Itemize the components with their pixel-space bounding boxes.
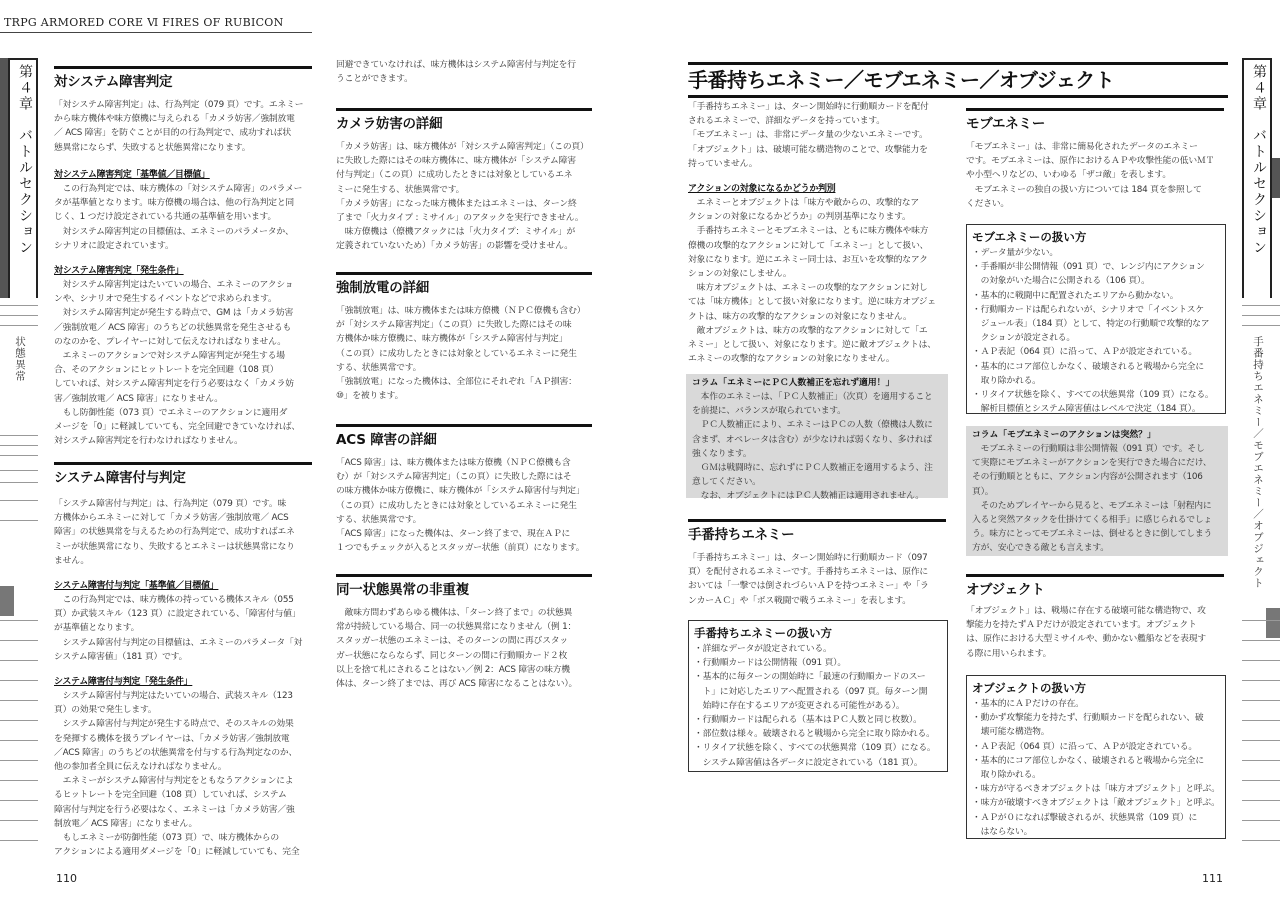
text-line: 「モブエネミー」は、非常にデータ量の少ないエネミーです。 [688,130,928,141]
text-line: 対システム障害判定の目標値は、エネミーのパラメータか、 [54,226,294,237]
sub-tab-marker [0,586,14,616]
text-line: 手番持ちエネミーとモブエネミーは、ともに味方機体や味方 [688,226,929,237]
text-line: メージを「0」に軽減していても、完全回避できていなければ、 [54,421,300,432]
text-line: 解析目標値とシステム障害値はレベルで決定（184 頁）。 [972,404,1201,415]
text-line: 持っていません。 [688,158,758,169]
text-line: ・基本的に戦闘中に配置されたエリアから動かない。 [972,290,1179,301]
chapter-label: 第４章 バトルセクション [17,64,33,256]
text-line: ・ＡＰ表記（064 頁）に沿って、ＡＰが設定されている。 [972,347,1197,358]
text-line: 本作のエネミーは、「ＰＣ人数補正」（次頁）を適用すること [692,392,933,402]
text-line: ・リタイア状態を除く、すべての状態異常（109 頁）になる。 [972,389,1214,400]
text-line: シナリオに設定されています。 [54,240,174,251]
text-line: 意してください。 [692,477,761,488]
text-line: 「カメラ妨害」になった味方機体またはエネミーは、ターン終 [336,198,577,209]
text-line: 了まで「火力タイプ : ミサイル」のアタックを実行できません。 [336,212,584,223]
text-line: 頁）か武装スキル（123 頁）に設定されている、「障害付与値」 [54,609,301,620]
text-line: ください。 [966,198,1009,209]
side-tab-marker-right [1272,158,1280,198]
heading-taisys: 対システム障害判定 [54,66,312,92]
column-text [972,442,1228,556]
column-text [692,390,948,504]
text-line: 対象になります。逆にエネミー同士は、お互いを攻撃的なアク [688,254,928,265]
text-line: を前提に、バランスが取られています。 [692,406,846,417]
text-line: この行為判定では、味方機体の「対システム障害」のパラメー [54,184,303,194]
text-line: ト」に対応したエリアへ配置される（097 頁。毎ターン開 [694,686,928,697]
text-line: 「ACS 障害」になった機体は、ターン終了まで、現在ＡＰに [336,528,571,539]
text-line: 撃能力を持たずＡＰだけが設定されています。オブジェクト [966,620,1197,631]
text-line: クションの対象になるかどうか」の判別基準になります。 [688,212,911,223]
text-line: ・データ量が少ない。 [972,248,1058,258]
box-obj [966,675,1226,839]
para [54,689,314,859]
text-line: 僚機の攻撃的なアクションに対して「エネミー」として扱い、 [688,240,929,251]
text-line: 含まず、オペレータは含む）が少なければ弱くなり、多ければ [692,434,933,445]
text-line: 「ACS 障害」は、味方機体または味方僚機（ＮＰＣ僚機も含 [336,458,571,468]
para [966,604,1228,661]
text-line: 以上を捨て札にされることはない／例 2：ACS 障害の味方機 [336,664,570,675]
text-line: エネミーがシステム障害付与判定をともなうアクションによ [54,776,294,787]
left-side-tab [0,52,38,882]
para [688,196,950,366]
para [54,278,314,448]
text-line: ンカーＡＣ」や「ボス戦闘で戦うエネミー」を表します。 [688,595,911,606]
box-text [972,697,1225,839]
text-line: に失敗した際にはその味方機体に、味方機体が「システム障害 [336,156,576,167]
text-line: うことができます。 [336,74,413,85]
heading-teban: 手番持ちエネミー [688,519,946,545]
text-line: です。モブエネミーは、原作におけるＡＰや攻撃性能の低いＭＴ [966,156,1215,167]
text-line: モブエネミーの行動順は非公開情報（091 頁）です。そし [972,444,1205,454]
para [54,98,314,155]
text-line: エネミーの攻撃的なアクションの対象になりません。 [688,354,895,365]
text-line: ガー状態にならならず、同じターンの間に行動順カード２枚 [336,650,568,661]
text-line: もしエネミーが防御性能（073 頁）で、味方機体からの [54,832,279,843]
para [688,551,950,608]
text-line: ／強制放電／ ACS 障害」のうちどの状態異常を発生させるも [54,322,292,333]
text-line: 「オブジェクト」は、戦場に存在する破壊可能な構造物で、攻 [966,606,1206,616]
text-line: 取り除かれる。 [972,769,1041,780]
heading-acs: ACS 障害の詳細 [336,424,592,450]
text-line: 「オブジェクト」は、破壊可能な構造物のことで、攻撃能力を [688,144,928,155]
text-line: ・部位数は様々。破壊されると戦場から完全に取り除かれる。 [694,729,935,740]
para [336,606,596,691]
text-line: ・リタイア状態を除く、すべての状態異常（109 頁）になる。 [694,743,936,754]
heading-mob: モブエネミー [966,108,1224,134]
text-line: システム障害値は各データに設定されている（181 頁）。 [694,757,923,768]
column-box-mob [966,426,1228,556]
text-line: 頁）を配付されるエネミーです。手番持ちエネミーは、原作に [688,567,929,578]
text-line: む）が「対システム障害判定」（この頁）に失敗した際にはそ [336,472,572,483]
text-line: ネミー」として扱い、対象になります。逆に敵オブジェクトは、 [688,339,936,350]
text-line: から味方機体や味方僚機に与えられる「カメラ妨害／強制放電 [54,114,295,125]
text-line: １つでもチェックが入るとスタッガー状態（前頁）になります。 [336,543,585,554]
chapter-label-right: 第４章 バトルセクション [1251,64,1267,256]
text-line: そのためプレイヤーから見ると、モブエネミーは「射程内に [972,500,1212,511]
text-line: ・基本的にコア部位しかなく、破壊されると戦場から完全に [972,755,1204,766]
text-line: 敵味方問わずあらゆる機体は、「ターン終了まで」の状態異 [336,608,573,618]
text-line: はならない。 [972,826,1033,837]
text-line: 対システム障害判定を行わなければなりません。 [54,436,243,447]
right-side-tab [1242,52,1280,882]
text-line: 害／強制放電／ ACS 障害」になりません。 [54,393,223,404]
box-title: 手番持ちエネミーの扱い方 [694,626,832,640]
text-line: ミーが状態異常になり、失敗するとエネミーは状態異常になり [54,541,295,552]
text-line: する、状態異常です。 [336,514,422,525]
text-line: されるエネミーで、詳細なデータを持っています。 [688,116,885,127]
box-title: オブジェクトの扱い方 [972,681,1086,695]
heading-kyosei: 強制放電の詳細 [336,272,592,298]
text-line: ンや、シナリオで発生するイベントなどで求められます。 [54,294,277,305]
text-line: アクションによる適用ダメージを「0」に軽減していても、完全 [54,847,300,858]
para [688,100,950,171]
subheading: アクションの対象になるかどうか判別 [688,184,836,194]
side-tab-marker [0,58,8,298]
text-line: ／ACS 障害」のうちどの状態異常を付与する行為判定なのか、 [54,747,298,758]
text-line: 味方オブジェクトは、エネミーの攻撃的なアクションに対し [688,283,928,294]
text-line: 「手番持ちエネミー」は、ターン開始時に行動順カード（097 [688,553,928,563]
text-line: 取り除かれる。 [972,375,1041,386]
subheading: 対システム障害判定「基準値／目標値」 [54,170,210,180]
text-line: ジュール表」（184 頁）として、特定の行動順で攻撃的なア [972,318,1210,329]
text-line: ・行動順カードは配られないが、シナリオで「イベントスケ [972,304,1204,315]
text-line: システム障害付与判定が発生する時点で、そのスキルの効果 [54,719,294,730]
subheading: 対システム障害判定「発生条件」 [54,266,184,276]
text-line: 始時に存在するエリアが変更される可能性がある）。 [694,700,905,711]
text-line: る際に用いられます。 [966,648,1052,659]
text-line: 「強制放電」は、味方機体または味方僚機（ＮＰＣ僚機も含む） [336,306,586,316]
text-line: の味方機体か味方僚機に、味方機体が「システム障害付与判定」 [336,486,585,497]
section-label-left: 状態異常 [14,336,26,382]
para [336,456,596,555]
text-line: 態異常にならず、失敗すると状態異常になります。 [54,142,251,153]
text-line: する、状態異常です。 [336,362,422,373]
text-line: （この頁）に成功したときには対象としているエネミーに発生 [336,348,577,359]
text-line: ・行動順カードは公開情報（091 頁）。 [694,658,846,669]
text-line: の対象がいた場合に公開される（106 頁）。 [972,276,1150,287]
text-line: 制放電／ ACS 障害」になりません。 [54,818,198,829]
text-line: ては「味方機体」として扱い対象になります。逆に味方オブジェ [688,297,936,308]
text-line: クトは、味方の攻撃的なアクションの対象になりません。 [688,311,912,322]
text-line: ・行動順カードは配られる（基本はＰＣ人数と同じ枚数）。 [694,714,922,725]
text-line: が基準値となります。 [54,623,140,634]
para [336,58,596,86]
text-line: 強くなります。 [692,448,752,459]
text-line: 合、そのアクションにヒットレートを完全回避（108 頁） [54,365,279,376]
text-line: ・基本的にコア部位しかなく、破壊されると戦場から完全に [972,361,1204,372]
text-line: エネミーとオブジェクトは「味方や敵からの、攻撃的なア [688,198,919,208]
text-line: ・基本的にＡＰだけの存在。 [972,699,1084,709]
text-line: していれば、対システム障害判定を行う必要はなく「カメラ妨 [54,379,294,390]
text-line: 頁）。 [972,486,994,497]
box-teban [688,620,948,772]
text-line: 対システム障害判定が発生する時点で、GM は「カメラ妨害 [54,308,294,319]
text-line: システム障害付与判定の目標値は、エネミーのパラメータ「対 [54,637,303,648]
para [54,593,314,664]
text-line: 「手番持ちエネミー」は、ターン開始時に行動順カードを配付 [688,102,929,112]
text-line: スタッガー状態のエネミーは、そのターンの間に再びスタッ [336,636,568,647]
text-line: ・味方が守るべきオブジェクトは「味方オブジェクト」と呼ぶ。 [972,784,1220,795]
text-line: て実際にモブエネミーがアクションを実行できた場合にだけ、 [972,458,1212,469]
text-line: 味方僚機は（僚機アタックには「火力タイプ：ミサイル」が [336,227,576,238]
para [54,497,314,568]
text-line: システム障害付与判定はたいていの場合、武装スキル（123 [54,691,293,701]
page-number-left: 110 [56,872,77,885]
text-line: システム障害値」（181 頁）です。 [54,651,188,662]
text-line: 方機体からエネミーに対して「カメラ妨害／強制放電／ ACS [54,513,289,524]
text-line: もし防御性能（073 頁）でエネミーのアクションに適用ダ [54,407,288,418]
text-line: ミーに発生する、状態異常です。 [336,184,465,195]
text-line: ・ＡＰが０になれば撃破されるが、状態異常（109 頁）に [972,812,1198,823]
text-line: 敵オブジェクトは、味方の攻撃的なアクションに対して「エ [688,325,928,336]
text-line: その行動順とともに、アクション内容が公開されます（106 [972,472,1203,483]
text-line: 付与判定」（この頁）に成功したときには対象としているエネ [336,170,573,181]
text-line: モブエネミーの独自の扱い方については 184 頁を参照して [966,184,1202,195]
text-line: るヒットレートを完全回避（108 頁）していれば、システム [54,790,287,801]
text-line: ＧＭは戦闘時に、忘れずにＰＣ人数補正を適用するよう、注 [692,462,933,473]
box-text [694,642,947,770]
text-line: や小型ヘリなどの、いわゆる「ザコ敵」を表します。 [966,170,1171,181]
text-line: 体は、ターン終了までは、再び ACS 障害になることはない）。 [336,678,578,689]
heading-camera: カメラ妨害の詳細 [336,108,592,134]
para [54,182,314,253]
para [336,140,596,254]
para [336,304,596,403]
text-line: クションが設定される。 [972,333,1075,344]
column-title: コラム「エネミーにＰＣ人数補正を忘れず適用！」 [692,378,895,388]
text-line: 方機体か味方僚機に、味方機体が「システム障害付与判定」 [336,334,568,345]
text-line: 障害」の状態異常を与えるための行為判定で、成功すればエネ [54,527,295,538]
text-line: 入ると突然アタックを仕掛けてくる相手」に感じられるでしょ [972,514,1213,525]
page-number-right: 111 [1202,872,1223,885]
text-line: 「強制放電」になった機体は、全部位にそれぞれ「ＡＰ損害： [336,376,577,387]
box-text [972,246,1225,416]
text-line: ・詳細なデータが設定されている。 [694,644,832,654]
text-line: ＰＣ人数補正により、エネミーはＰＣの人数（僚機は人数に [692,420,933,431]
subheading: システム障害付与判定「基準値／目標値」 [54,581,219,591]
text-line: は、原作における大型ミサイルや、動かない艦船などを表現す [966,634,1206,645]
text-line: ・味方が破壊すべきオブジェクトは「敵オブジェクト」と呼ぶ。 [972,798,1220,809]
text-line: 回避できていなければ、味方機体はシステム障害付与判定を行 [336,60,576,70]
text-line: この行為判定では、味方機体の持っている機体スキル（055 [54,595,294,605]
text-line: 障害付与判定を行う必要はなく、エネミーは「カメラ妨害／強 [54,804,295,815]
text-line: う。味方にとってモブエネミーは、倒せるときに倒してしまう [972,529,1213,540]
text-line: 「モブエネミー」は、非常に簡易化されたデータのエネミー [966,142,1198,152]
sub-tab-marker-right [1266,608,1280,638]
text-line: 他の参加者全員に伝えなければなりません。 [54,761,227,772]
column-box-pc [686,374,948,502]
text-line: おいては「一撃では倒されづらいＡＰを持つエネミー」や「ラ [688,581,929,592]
text-line: （この頁）に成功したときには対象としているエネミーに発生 [336,500,577,511]
text-line: ／ ACS 障害」を防ぐことが目的の行為判定で、成功すれば状 [54,128,291,139]
text-line: 「カメラ妨害」は、味方機体が「対システム障害判定」（この頁） [336,142,589,152]
section-label-right: 手番持ちエネミー／モブエネミー／オブジェクト [1252,336,1264,589]
text-line: ・手番順が非公開情報（091 頁）で、レンジ内にアクション [972,262,1205,273]
text-line: 定義されていないため）「カメラ妨害」の影響を受けません。 [336,241,573,252]
text-line: 常が持続している場合、同一の状態異常になりません（例 1： [336,622,577,633]
column-title: コラム「モブエネミーのアクションは突然？」 [972,430,1156,440]
text-line: ・動かず攻撃能力を持たず、行動順カードを配られない、破 [972,713,1204,724]
heading-doitsu: 同一状態異常の非重複 [336,574,592,600]
subheading: システム障害付与判定「発生条件」 [54,677,193,687]
heading-fuyo: システム障害付与判定 [54,462,312,488]
box-title: モブエネミーの扱い方 [972,230,1087,244]
text-line: を発揮する機体を扱うプレイヤーは、「カメラ妨害／強制放電 [54,733,290,744]
text-line: 「システム障害付与判定」は、行為判定（079 頁）です。味 [54,499,287,509]
text-line: タが基準値となります。味方僚機の場合は、他の行為判定と同 [54,198,295,209]
box-mob [966,224,1226,414]
heading-obj: オブジェクト [966,574,1224,600]
running-title: TRPG ARMORED CORE Ⅵ FIRES OF RUBICON [4,16,284,29]
text-line: 方が、安心できる敵とも言えます。 [972,543,1109,554]
text-line: なお、オブジェクトにはＰＣ人数補正は適用されません。 [692,491,924,502]
text-line: ⑩」を被ります。 [336,391,404,402]
para [966,140,1228,211]
text-line: 頁）の効果で発生します。 [54,705,157,716]
text-line: ・基本的に毎ターンの開始時に「最速の行動順カードのスー [694,672,926,683]
header-line [0,32,312,33]
page-title-text: 手番持ちエネミー／モブエネミー／オブジェクト [688,68,1115,92]
text-line: じく、1 つだけ設定されている共通の基準値を用います。 [54,212,277,223]
text-line: のなのかを、プレイヤーに対して伝えなければなりません。 [54,336,286,347]
text-line: ません。 [54,555,89,566]
text-line: ションの対象にしません。 [688,268,792,279]
page-title [688,62,1228,98]
text-line: エネミーのアクションで対システム障害判定が発生する場 [54,350,285,361]
text-line: 対システム障害判定はたいていの場合、エネミーのアクショ [54,280,294,290]
text-line: ・ＡＰ表記（064 頁）に沿って、ＡＰが設定されている。 [972,741,1197,752]
text-line: 壊可能な構造物。 [972,727,1050,738]
text-line: 「対システム障害判定」は、行為判定（079 頁）です。エネミー [54,100,304,110]
text-line: が「対システム障害判定」（この頁）に失敗した際にはその味 [336,320,572,331]
